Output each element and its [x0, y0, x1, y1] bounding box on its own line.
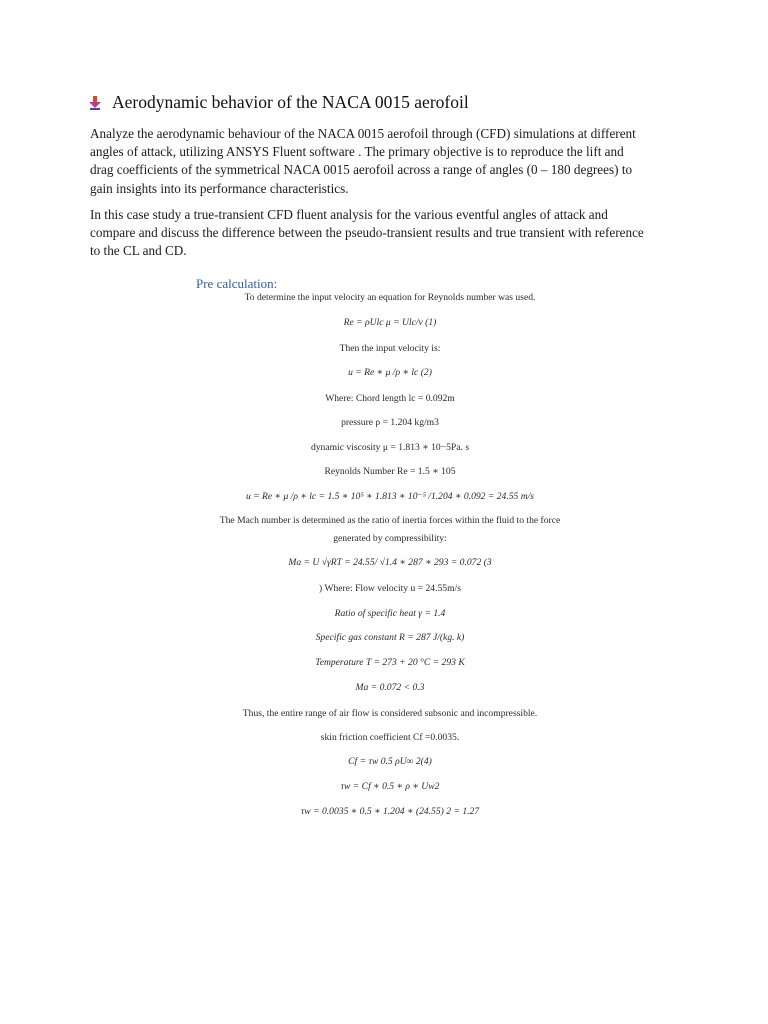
pre-calculation-title: Pre calculation: — [196, 276, 278, 291]
section-heading — [88, 92, 469, 113]
calc-line: skin friction coefficient Cf =0.0035. — [320, 732, 460, 743]
equation-line: τw = 0.0035 ∗ 0.5 ∗ 1.204 ∗ (24.55) 2 = 1.27 — [300, 806, 480, 817]
paragraph-line: In this case study a true-transient CFD fluent analysis for the various eventful angles of attack and — [90, 207, 608, 222]
calc-line: To determine the input velocity an equation for Reynolds number was used. — [244, 292, 536, 303]
equation-line: u = Re ∗ μ /ρ ∗ lc = 1.5 ∗ 10⁵ ∗ 1.813 ∗ 10⁻⁵ /1.204 ∗ 0.092 = 24.55 m/s — [245, 491, 535, 502]
calc-line: Reynolds Number Re = 1.5 ∗ 105 — [324, 466, 456, 477]
equation-line: Ratio of specific heat γ = 1.4 — [334, 608, 446, 619]
paragraph-line: angles of attack, utilizing ANSYS Fluent software . The primary objective is to reproduce the lift and — [90, 144, 624, 160]
calc-line: Thus, the entire range of air flow is considered subsonic and incompressible. — [242, 708, 538, 719]
calc-line: Then the input velocity is: — [339, 343, 441, 354]
calc-line: The Mach number is determined as the ratio of inertia forces within the fluid to the force — [219, 515, 561, 526]
calc-line: ) Where: Flow velocity u = 24.55m/s — [319, 583, 461, 594]
equation-line: Ma = 0.072 < 0.3 — [355, 682, 425, 693]
equation-line: Temperature T = 273 + 20 °C = 293 K — [315, 657, 465, 668]
arrow-down-bullet-icon — [88, 95, 102, 111]
section-heading-text: Aerodynamic behavior of the NACA 0015 aerofoil — [112, 92, 469, 112]
paragraph-line: compare and discuss the difference between the pseudo-transient results and true transient with reference — [90, 225, 644, 241]
equation-line: Cf = τw 0.5 ρU∞ 2(4) — [348, 756, 432, 767]
paragraph-line: Analyze the aerodynamic behaviour of the NACA 0015 aerofoil through (CFD) simulations at different — [90, 126, 636, 141]
paragraph-line: to the CL and CD. — [90, 243, 187, 259]
equation-line: τw = Cf ∗ 0.5 ∗ ρ ∗ Uw2 — [340, 781, 440, 792]
paragraph-line: gain insights into its performance characteristics. — [90, 180, 349, 196]
equation-line: Specific gas constant R = 287 J/(kg. k) — [315, 632, 465, 643]
intro-paragraph — [90, 125, 710, 198]
calc-line: Where: Chord length lc = 0.092m — [325, 393, 455, 404]
case-study-paragraph — [90, 206, 710, 261]
equation-line: Re = ρUlc μ = Ulc/ν (1) — [343, 317, 437, 328]
calc-line: generated by compressibility: — [333, 533, 447, 544]
calc-line: pressure ρ = 1.204 kg/m3 — [341, 417, 439, 428]
calc-line: dynamic viscosity μ = 1.813 ∗ 10−5Pa. s — [310, 442, 470, 453]
equation-line: u = Re ∗ μ /ρ ∗ lc (2) — [348, 367, 432, 378]
paragraph-line: drag coefficients of the symmetrical NACA 0015 aerofoil across a range of angles (0 – 180 degrees) to — [90, 162, 633, 178]
equation-line: Ma = U √γRT = 24.55/ √1.4 ∗ 287 ∗ 293 = 0.072 (3 — [288, 557, 492, 568]
